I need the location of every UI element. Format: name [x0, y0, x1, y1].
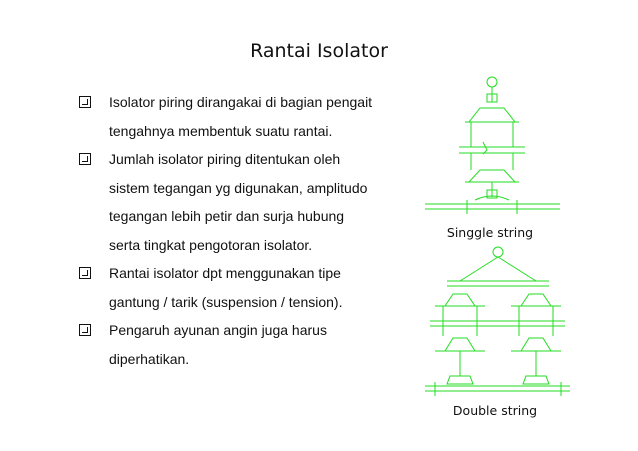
double-string-insulator-drawing: [425, 246, 575, 401]
bullet-text: Jumlah isolator piring ditentukan oleh sistem tegangan yg digunakan, amplitudo tegangan lebih petir dan surja hubung serta tingkat pengotoran isolator.: [109, 151, 368, 253]
checkbox-bullet-icon: [79, 153, 91, 165]
bullet-item: [79, 259, 379, 316]
bullet-item: [79, 145, 379, 259]
checkbox-bullet-icon: [79, 324, 91, 336]
bullet-text: Rantai isolator dpt menggunakan tipe gantung / tarik (suspension / tension).: [109, 265, 343, 310]
slide-title: Rantai Isolator: [250, 40, 388, 62]
checkbox-bullet-icon: [79, 96, 91, 108]
checkbox-bullet-icon: [79, 267, 91, 279]
bullet-text: Pengaruh ayunan angin juga harus diperhatikan.: [109, 322, 327, 367]
double-string-caption: Double string: [452, 403, 538, 418]
single-string-insulator-drawing: [425, 72, 565, 222]
bullet-item: [79, 316, 379, 373]
bullet-text: Isolator piring dirangakai di bagian pengait tengahnya membentuk suatu rantai.: [109, 94, 373, 139]
bullet-list: [79, 88, 379, 373]
bullet-item: [79, 88, 379, 145]
single-string-caption: Singgle string: [446, 225, 534, 240]
